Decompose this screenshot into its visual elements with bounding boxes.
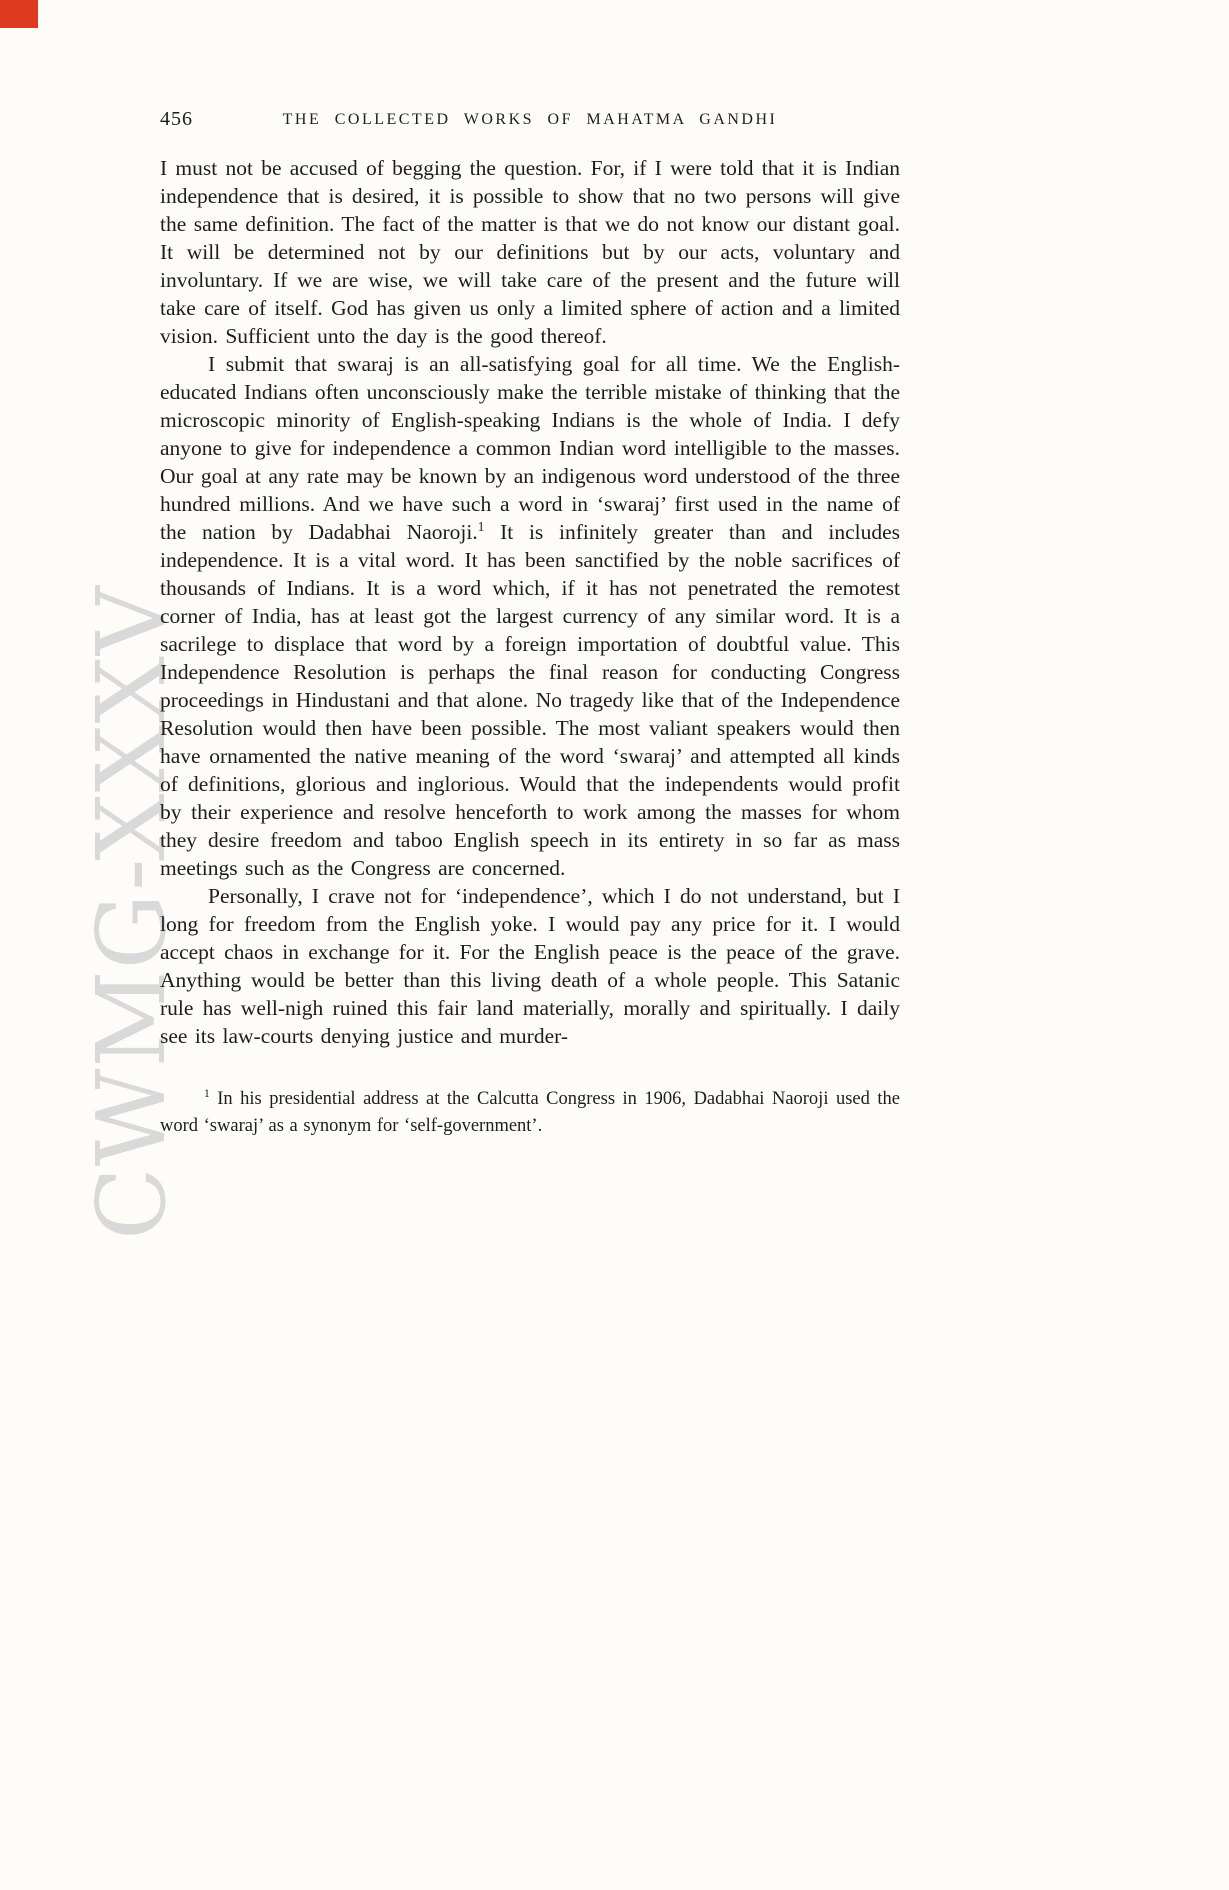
paragraph-2 <box>160 350 900 882</box>
footnote <box>160 1086 900 1140</box>
footnote-reference: 1 <box>477 518 485 534</box>
page-content <box>160 108 900 1140</box>
running-header <box>160 108 900 134</box>
paragraph-2-text-after-note: It is infinitely greater than and includes independence. It is a vital word. It has been sanctified by the noble sacrifices of thousands of Indians. It is a word which, if it has not penetrated the remotest corner of India, has at least got the largest currency of any similar word. It is a sacrilege to displace that word by a foreign importation of doubtful value. This Independence Resolution is perhaps the final reason for conducting Congress proceedings in Hindustani and that alone. No tragedy like that of the Independence Resolution would then have been possible. The most valiant speakers would then have ornamented the native meaning of the word ‘swaraj’ and attempted all kinds of definitions, glorious and inglorious. Would that the independents would profit by their experience and resolve henceforth to work among the masses for whom they desire freedom and taboo English speech in its entirety in so far as mass meetings such as the Congress are concerned. <box>160 520 901 880</box>
page-number: 456 <box>160 108 193 130</box>
body-text <box>160 154 900 1050</box>
volume-watermark: CWMG-XXXV <box>77 585 187 1240</box>
running-title: THE COLLECTED WORKS OF MAHATMA GANDHI <box>282 111 778 128</box>
paragraph-3: Personally, I crave not for ‘independence’, which I do not understand, but I long for freedom from the English yoke. I would pay any price for it. I would accept chaos in exchange for it. For the English peace is the peace of the grave. Anything would be better than this living death of a whole people. This Satanic rule has well-nigh ruined this fair land materially, morally and spiritually. I daily see its law-courts denying justice and murder- <box>160 884 900 1048</box>
footnote-text: In his presidential address at the Calcutta Congress in 1906, Dadabhai Naoroji used the word ‘swaraj’ as a synonym for ‘self-government’. <box>160 1089 900 1136</box>
paragraph-2-text-before-note: I submit that swaraj is an all-satisfying goal for all time. We the English-educated Indians often unconsciously make the terrible mistake of thinking that the microscopic minority of English-speaking Indians is the whole of India. I defy anyone to give for independence a common Indian word intelligible to the masses. Our goal at any rate may be known by an indigenous word understood of the three hundred millions. And we have such a word in ‘swaraj’ first used in the name of the nation by Dadabhai Naoroji. <box>160 352 900 544</box>
corner-scan-mark <box>0 0 38 28</box>
footnote-marker: 1 <box>204 1087 210 1100</box>
paragraph-1: I must not be accused of begging the question. For, if I were told that it is Indian independence that is desired, it is possible to show that no two persons will give the same definition. The fact of the matter is that we do not know our distant goal. It will be determined not by our definitions but by our acts, voluntary and involuntary. If we are wise, we will take care of the present and the future will take care of itself. God has given us only a limited sphere of action and a limited vision. Sufficient unto the day is the good thereof. <box>160 156 900 348</box>
